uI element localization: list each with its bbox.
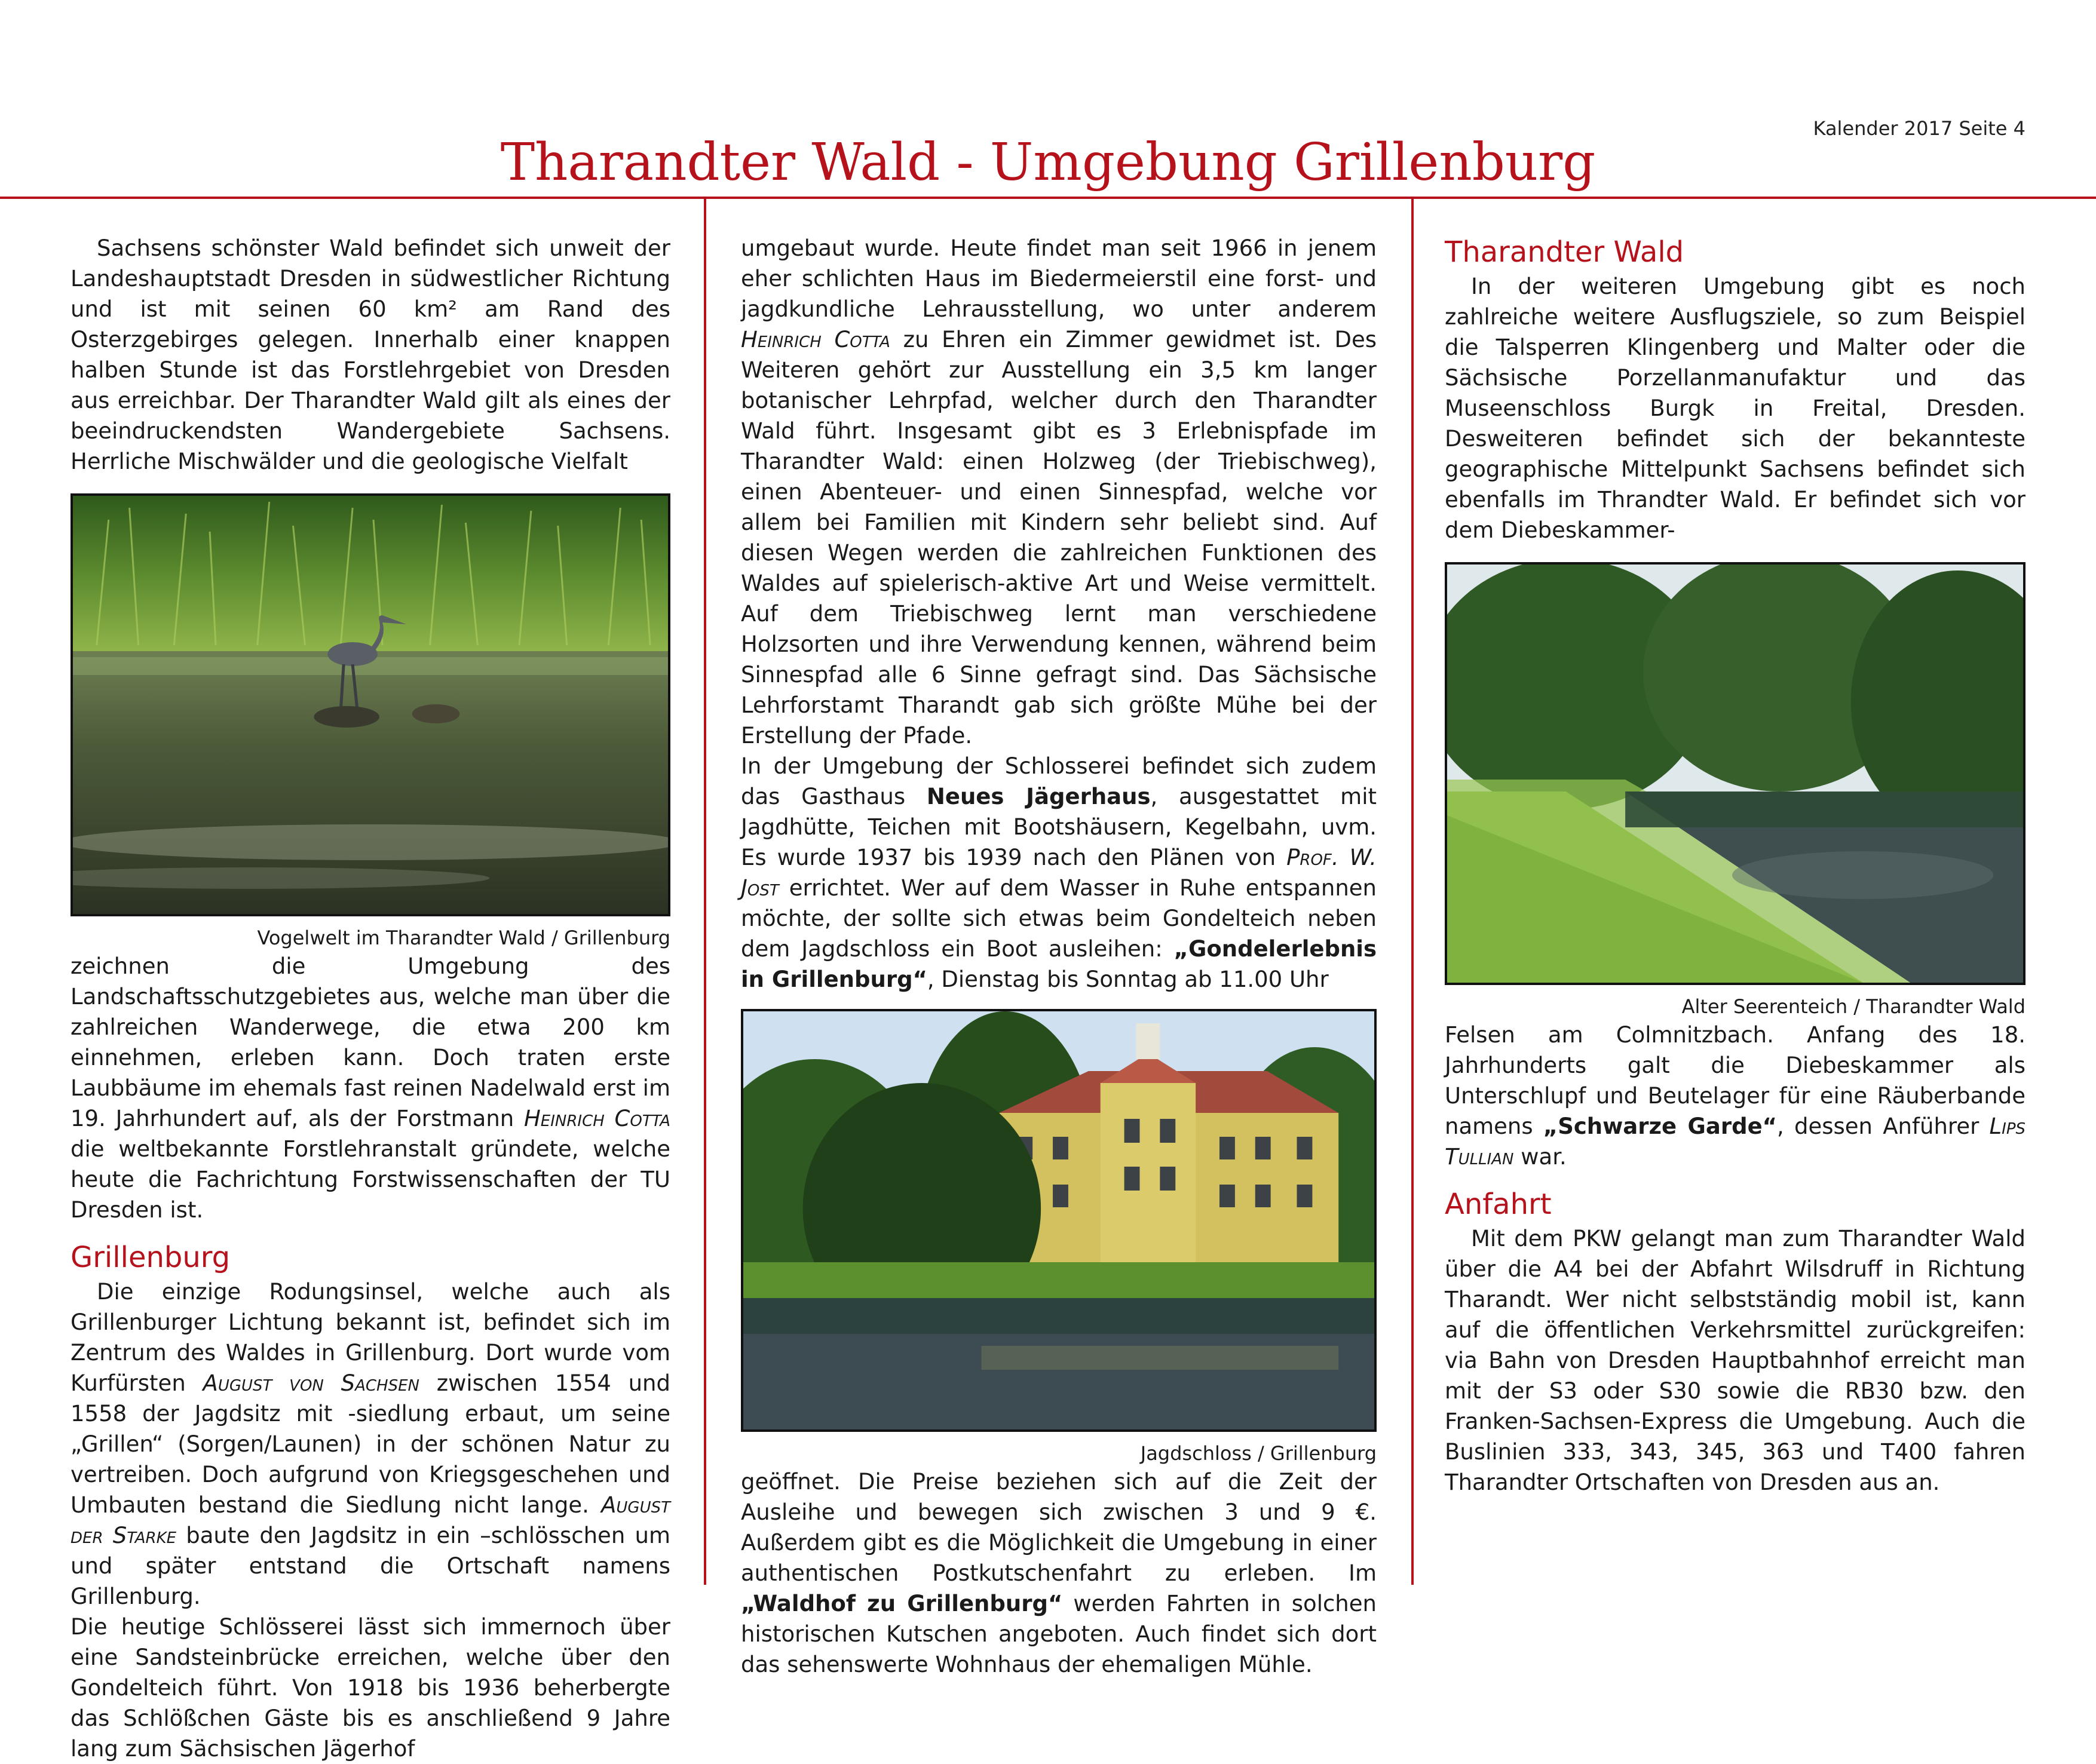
col2-paragraph-2: In der Umgebung der Schlosserei befindet sich zudem das Gasthaus Neues Jägerhaus, ausgestattet mit Jagdhütte, Teichen mit Bootshäusern, Kegelbahn, uvm. Es wurde 1937 bis 1939 nach den Plänen von Prof. W. Jost errichtet. Wer auf dem Wasser in Ruhe entspannen möchte, der sollte sich etwas beim Gondelteich neben dem Jagdschloss ein Boot ausleihen: „Gondelerlebnis in Grillenburg“, Dienstag bis Sonntag ab 11.00 Uhr	[741, 753, 1377, 992]
photo-heron	[71, 493, 670, 916]
caption-heron: Vogelwelt im Tharandter Wald / Grillenburg	[257, 927, 670, 949]
column-2	[741, 233, 1377, 1680]
person-name: Heinrich Cotta	[523, 1106, 670, 1131]
photo-pond	[1445, 562, 2025, 985]
heron-pond-image	[73, 496, 668, 914]
page-title: Tharandter Wald - Umgebung Grillenburg	[500, 133, 1596, 192]
col1-paragraph-3: Die einzige Rodungsinsel, welche auch als Grillenburger Lichtung bekannt ist, befindet sich im Zentrum des Waldes in Grillenburg. Dort wurde vom Kurfürsten August von Sachsen zwischen 1554 und 1558 der Jagdsitz mit -siedlung erbaut, um seine „Grillen“ (Sorgen/Launen) in der schönen Natur zu vertreiben. Doch aufgrund von Kriegsgeschehen und Umbauten bestand die Siedlung nicht lange. August der Starke baute den Jagdsitz in ein –schlösschen um und später entstand die Ortschaft namens Grillenburg.	[71, 1279, 670, 1609]
photo-castle	[741, 1009, 1377, 1432]
caption-pond: Alter Seerenteich / Tharandter Wald	[1681, 995, 2025, 1018]
bold-name: Neues Jägerhaus	[926, 784, 1151, 809]
pond-image	[1447, 565, 2023, 983]
col1-paragraph-1: Sachsens schönster Wald befindet sich unweit der Landeshauptstadt Dresden in südwestlicher Richtung und ist mit seinen 60 km² am Rand des Osterzgebirges gelegen. Innerhalb einer knappen halben Stunde ist das Forstlehrgebiet von Dresden aus erreichbar. Der Tharandter Wald gilt als eines der beeindruckendsten Wandergebiete Sachsens. Herrliche Mischwälder und die geologische Vielfalt	[71, 235, 670, 474]
bold-name: „Schwarze Garde“	[1543, 1113, 1777, 1139]
caption-castle: Jagdschloss / Grillenburg	[1140, 1442, 1377, 1465]
col3-paragraph-1: In der weiteren Umgebung gibt es noch zahlreiche weitere Ausflugsziele, so zum Beispiel die Talsperren Klingenberg und Malter oder die Sächsische Porzellanmanufaktur und das Museenschloss Burgk in Freital, Dresden. Desweiteren befindet sich der bekannteste geographische Mittelpunkt Sachsens befindet sich ebenfalls im Thrandter Wald. Er befindet sich vor dem Diebeskammer-	[1445, 274, 2025, 543]
column-1	[71, 233, 670, 1764]
person-name: August der Starke	[71, 1492, 670, 1548]
column-3	[1445, 233, 2025, 1498]
person-name: Prof. W. Jost	[741, 845, 1377, 901]
bold-name: „Gondelerlebnis in Grillenburg“	[741, 936, 1377, 992]
col2-paragraph-3: geöffnet. Die Preise beziehen sich auf die Zeit der Ausleihe und bewegen sich zwischen 3 und 9 €. Außerdem gibt es die Möglichkeit die Umgebung in einer authentischen Postkutschenfahrt zu erleben. Im „Waldhof zu Grillenburg“ werden Fahrten in solchen historischen Kutschen angeboten. Auch findet sich dort das sehenswerte Wohnhaus der ehemaligen Mühle.	[741, 1469, 1377, 1677]
column-divider-2	[1411, 199, 1414, 1585]
heading-anfahrt: Anfahrt	[1445, 1188, 1552, 1221]
col1-paragraph-4: Die heutige Schlösserei lässt sich immernoch über eine Sandsteinbrücke erreichen, welche über den Gondelteich führt. Von 1918 bis 1936 beherbergte das Schlößchen Gäste bis es anschließend 9 Jahre lang zum Sächsischen Jägerhof	[71, 1614, 670, 1762]
col1-paragraph-2: zeichnen die Umgebung des Landschaftsschutzgebietes aus, welche man über die zahlreichen Wanderwege, die etwa 200 km einnehmen, erleben kann. Doch traten erste Laubbäume im ehemals fast reinen Nadelwald erst im 19. Jahrhundert auf, als der Forstmann Heinrich Cotta die weltbekannte Forstlehranstalt gründete, welche heute die Fachrichtung Forstwissenschaften der TU Dresden ist.	[71, 953, 670, 1223]
figure-heron	[71, 493, 670, 951]
person-name: Lips Tullian	[1445, 1113, 2025, 1170]
castle-image	[743, 1011, 1374, 1429]
figure-pond	[1445, 562, 2025, 1020]
person-name: Heinrich Cotta	[741, 327, 890, 352]
heading-tharandter-wald: Tharandter Wald	[1445, 235, 1684, 269]
heading-grillenburg: Grillenburg	[71, 1241, 231, 1274]
person-name: August von Sachsen	[203, 1370, 419, 1396]
figure-castle	[741, 1009, 1377, 1467]
page-reference: Kalender 2017 Seite 4	[1813, 117, 2025, 140]
column-divider-1	[704, 199, 706, 1585]
col3-paragraph-3: Mit dem PKW gelangt man zum Tharandter Wald über die A4 bei der Abfahrt Wilsdruff in Richtung Tharandt. Wer nicht selbstständig mobil ist, kann auf die öffentlichen Verkehrsmittel zurückgreifen: via Bahn von Dresden Hauptbahnhof erreicht man mit der S3 oder S30 sowie die RB30 bzw. den Franken-Sachsen-Express die Umgebung. Auch die Buslinien 333, 343, 345, 363 und T400 fahren Tharandter Ortschaften von Dresden aus an.	[1445, 1226, 2025, 1495]
col2-paragraph-1: umgebaut wurde. Heute findet man seit 1966 in jenem eher schlichten Haus im Biedermeierstil eine forst- und jagdkundliche Lehrausstellung, wo unter anderem Heinrich Cotta zu Ehren ein Zimmer gewidmet ist. Des Weiteren gehört zur Ausstellung ein 3,5 km langer botanischer Lehrpfad, welcher durch den Tharandter Wald führt. Insgesamt gibt es 3 Erlebnispfade im Tharandter Wald: einen Holzweg (der Triebischweg), einen Abenteuer- und einen Sinnespfad, welche vor allem bei Familien mit Kindern sehr beliebt sind. Auf diesen Wegen werden die zahlreichen Funktionen des Waldes auf spielerisch-aktive Art und Weise vermittelt. Auf dem Triebischweg lernt man verschiedene Holzsorten und ihre Verwendung kennen, während beim Sinnespfad alle 6 Sinne gefragt sind. Das Sächsische Lehrforstamt Tharandt gab sich größte Mühe bei der Erstellung der Pfade.	[741, 235, 1377, 748]
col3-paragraph-2: Felsen am Colmnitzbach. Anfang des 18. Jahrhunderts galt die Diebeskammer als Unterschlupf und Beutelager für eine Räuberbande namens „Schwarze Garde“, dessen Anführer Lips Tullian war.	[1445, 1022, 2025, 1170]
bold-name: „Waldhof zu Grillenburg“	[741, 1591, 1063, 1616]
title-rule	[0, 197, 2096, 199]
